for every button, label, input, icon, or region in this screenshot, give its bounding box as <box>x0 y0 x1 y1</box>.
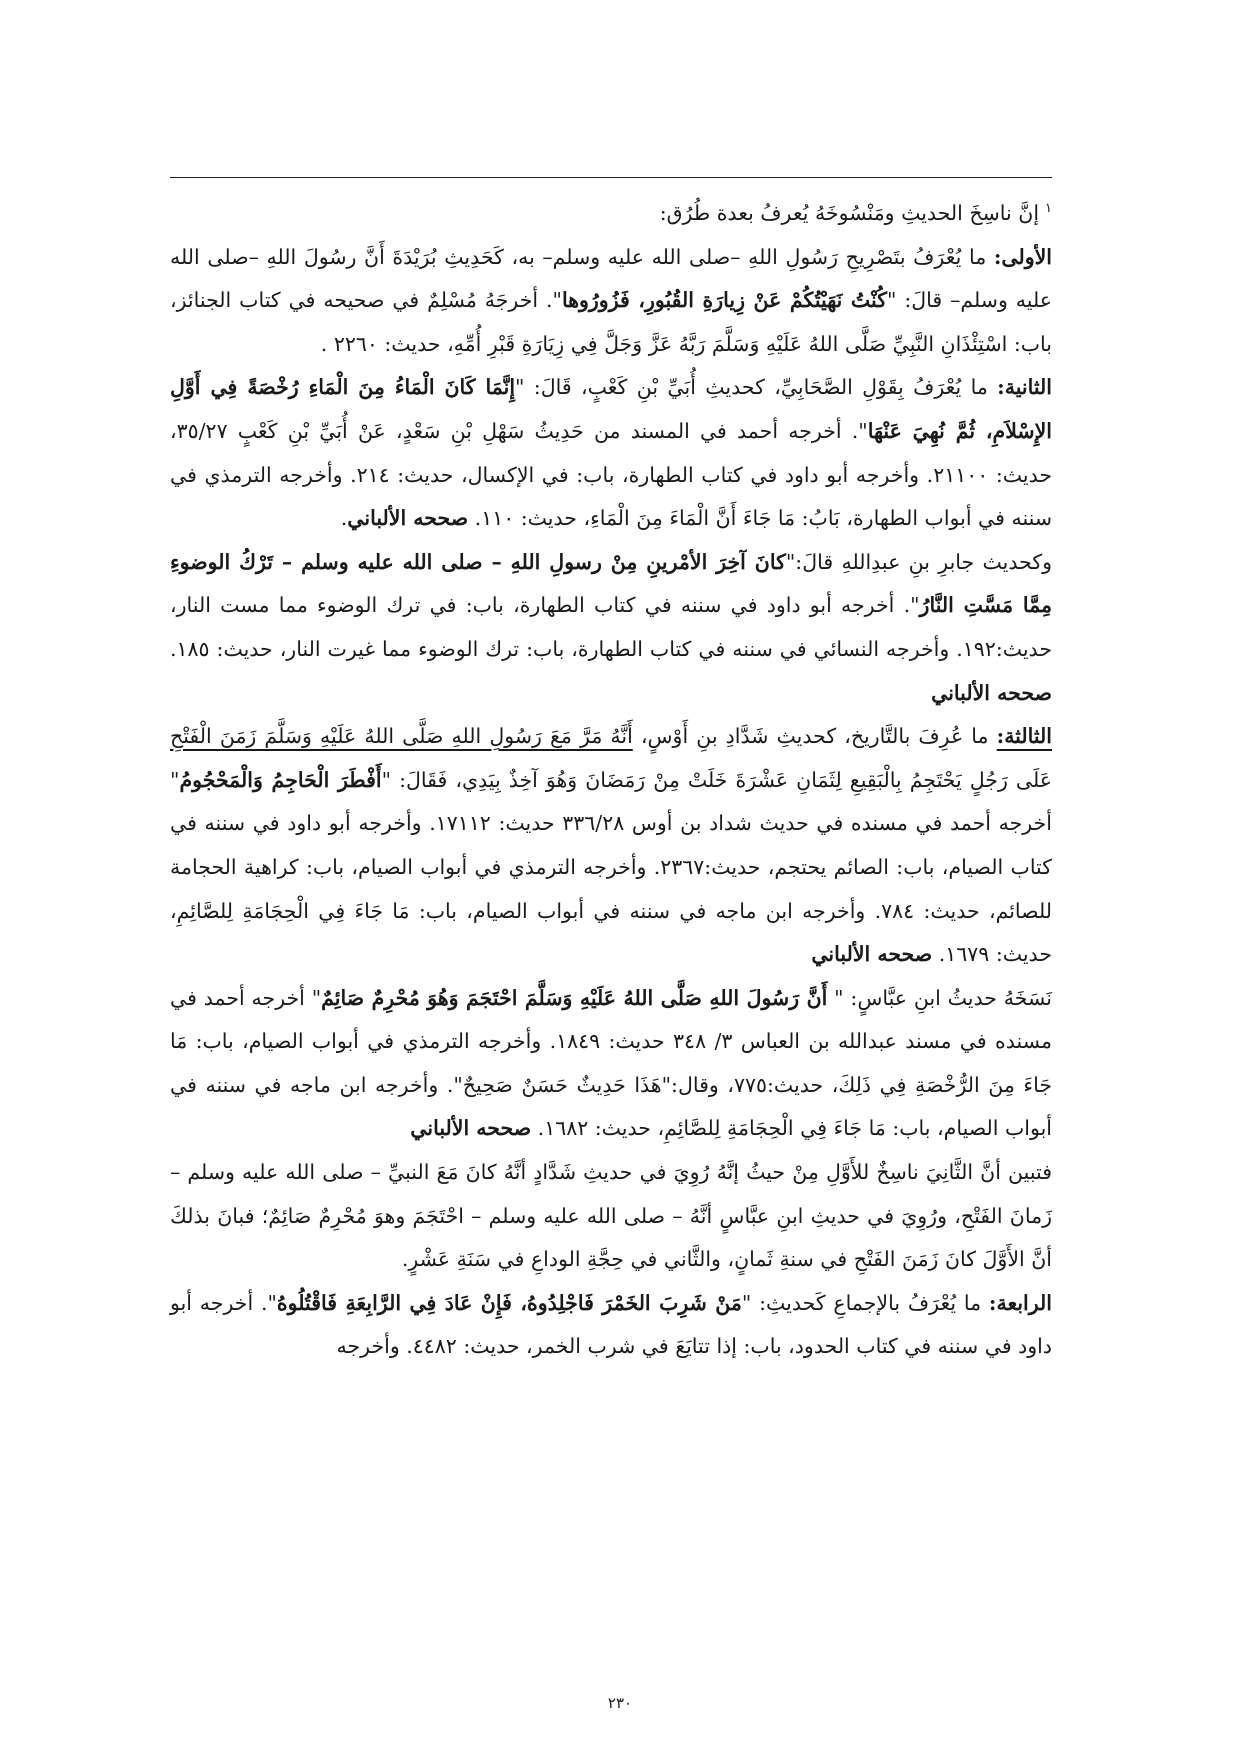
method-first: الأولى: ما يُعْرَفُ بتَصْرِيحِ رَسُولِ اللهِ –صلى الله عليه وسلم– به، كَحَدِيثِ بُرَيْدَةَ أَنَّ رسُولَ اللهِ –صلى الله عليه وسلم– قالَ: "كُنْتُ نَهَيْتُكُمْ عَنْ زِيارَةِ القُبُورِ، فَزُورُوها". أخرجَهُ مُسْلِمٌ في صحيحه في كتاب الجنائز، باب: اسْتِئْذَانِ النَّبِيِّ صَلَّى اللهُ عَلَيْهِ وَسَلَّمَ رَبَّهُ عَزَّ وَجَلَّ فِي زِيَارَةِ قَبْرِ أُمِّهِ، حديث: ٢٢٦٠ . <box>170 244 1052 356</box>
footnote-marker: ١ <box>1045 201 1052 217</box>
hadith-quote: أَنَّ رَسُولَ اللهِ صَلَّى اللهُ عَلَيْهِ وَسَلَّمَ احْتَجَمَ وَهُوَ مُحْرِمٌ صَائِمٌ <box>321 985 828 1010</box>
hadith-quote: مَنْ شَرِبَ الخَمْرَ فَاجْلِدُوهُ، فَإِنْ عَادَ فِي الرَّابِعَةِ فَاقْتُلُوهُ <box>276 1290 742 1315</box>
page-number: ٢٣٠ <box>607 1694 633 1712</box>
hadith-quote: كانَ آخِرَ الأمْرينِ مِنْ رسولِ اللهِ – صلى الله عليه وسلم – تَرْكُ الوضوءِ مِمَّا مَسَّتِ النَّارُ <box>170 549 1052 618</box>
grade-note: صححه الألباني <box>410 1116 532 1141</box>
grade-note: صححه الألباني <box>347 506 469 531</box>
grade-note: صححه الألباني <box>931 680 1052 705</box>
underlined-phrase: أَنَّهُ مَرَّ مَعَ رَسُولِ اللهِ صَلَّى اللهُ عَلَيْهِ وَسَلَّمَ زَمَنَ الْفَتْحِ <box>170 724 633 749</box>
method-third-conclusion: فتبين أنَّ الثَّانِيَ ناسِخٌ للأَوَّلِ مِنْ حيثُ إنَّهُ رُوِيَ في حديثِ شَدَّادٍ أنَّهُ كانَ مَعَ النبيِّ – صلى الله عليه وسلم – زَمانَ الفَتْحِ، ورُوِيَ في حديثِ ابنِ عبَّاسٍ أنَّهُ – صلى الله عليه وسلم – احْتَجَمَ وهوَ مُحْرِمٌ صَائِمٌ؛ فبانَ بذلكَ أنَّ الأَوَّلَ كانَ زَمَنَ الفَتْحِ في سنةِ ثَمانٍ، والثَّاني في حِجَّةِ الوداعِ في سَنَةِ عَشْرٍ. <box>170 1160 1052 1272</box>
footnote-separator <box>170 177 1052 178</box>
footnote-intro: $^١$إنَّ ناسِخَ الحديثِ ومَنْسُوخَهُ يُعرفُ بعدة طُرُق: <box>659 201 1052 225</box>
method-third-abrogation: نَسَخَهُ حديثُ ابنِ عبَّاسٍ: " أَنَّ رَسُولَ اللهِ صَلَّى اللهُ عَلَيْهِ وَسَلَّمَ احْتَجَمَ وَهُوَ مُحْرِمٌ صَائِمٌ" أخرجه أحمد في مسنده في مسند عبدالله بن العباس ٣/ ٣٤٨ حديث: ١٨٤٩. وأخرجه الترمذي في أبواب الصيام، باب: مَا جَاءَ مِنَ الرُّخْصَةِ فِي ذَلِكَ، حديث:٧٧٥، وقال:"هَذَا حَدِيثٌ حَسَنٌ صَحِيحٌ". وأخرجه ابن ماجه في سننه في أبواب الصيام، باب: مَا جَاءَ فِي الْحِجَامَةِ لِلصَّائِمِ، حديث: ١٦٨٢. صححه الألباني <box>170 985 1052 1141</box>
method-second-example: وكحديث جابرِ بنِ عبدِاللهِ قالَ:"كانَ آخِرَ الأمْرينِ مِنْ رسولِ اللهِ – صلى الله عليه وسلم – تَرْكُ الوضوءِ مِمَّا مَسَّتِ النَّارُ". أخرجه أبو داود في سننه في كتاب الطهارة، باب: في ترك الوضوء مما مست النار، حديث:١٩٢. وأخرجه النسائي في سننه في كتاب الطهارة، باب: ترك الوضوء مما غيرت النار، حديث: ١٨٥. صححه الألباني <box>170 549 1052 705</box>
method-third: الثالثة: ما عُرِفَ بالتَّاريخ، كحديثِ شَدَّادِ بنِ أَوْسٍ، أَنَّهُ مَرَّ مَعَ رَسُولِ اللهِ صَلَّى اللهُ عَلَيْهِ وَسَلَّمَ زَمَنَ الْفَتْحِ عَلَى رَجُلٍ يَحْتَجِمُ بِالْبَقِيعِ لِثَمَانِ عَشْرَةَ خَلَتْ مِنْ رَمَضَانَ وَهُوَ آخِذٌ بِيَدِي، فَقَالَ: "أَفْطَرَ الْحَاجِمُ وَالْمَحْجُومُ" أخرجه أحمد في مسنده في حديث شداد بن أوس ٣٣٦/٢٨ حديث: ١٧١١٢. وأخرجه أبو داود في سننه في كتاب الصيام، باب: الصائم يحتجم، حديث:٢٣٦٧. وأخرجه الترمذي في أبواب الصيام، باب: كراهية الحجامة للصائم، حديث: ٧٨٤. وأخرجه ابن ماجه في سننه في أبواب الصيام، باب: مَا جَاءَ فِي الْحِجَامَةِ لِلصَّائِمِ، حديث: ١٦٧٩. صححه الألباني <box>170 724 1053 967</box>
grade-note: صححه الألباني <box>811 942 933 967</box>
hadith-quote: إِنَّمَا كَانَ الْمَاءُ مِنَ الْمَاءِ رُخْصَةً فِي أَوَّلِ الإِسْلاَمِ، ثُمَّ نُهِيَ عَنْهَا <box>170 375 1052 443</box>
method-label: الرابعة: <box>988 1290 1052 1315</box>
method-label: الثالثة: <box>996 724 1052 749</box>
footnote-body <box>170 192 1052 1369</box>
method-label: الثانية: <box>997 375 1052 400</box>
method-label: الأولى: <box>993 244 1052 269</box>
method-second: الثانية: ما يُعْرَفُ بِقَوْلِ الصَّحَابِيِّ، كحديثِ أُبَيِّ بْنِ كَعْبٍ، قَالَ: "إِنَّمَا كَانَ الْمَاءُ مِنَ الْمَاءِ رُخْصَةً فِي أَوَّلِ الإِسْلاَمِ، ثُمَّ نُهِيَ عَنْهَا". أخرجه أحمد في المسند من حَدِيثُ سَهْلِ بْنِ سَعْدٍ، عَنْ أُبَيِّ بْنِ كَعْبٍ ٣٥/٢٧، حديث: ٢١١٠٠. وأخرجه أبو داود في كتاب الطهارة، باب: في الإكسال، حديث: ٢١٤. وأخرجه الترمذي في سننه في أبواب الطهارة، بَابُ: مَا جَاءَ أَنَّ الْمَاءَ مِنَ الْمَاءِ، حديث: ١١٠. صححه الألباني. <box>170 375 1053 531</box>
hadith-quote: كُنْتُ نَهَيْتُكُمْ عَنْ زِيارَةِ القُبُورِ، فَزُورُوها <box>561 288 888 313</box>
hadith-quote: أَفْطَرَ الْحَاجِمُ وَالْمَحْجُومُ <box>179 767 382 792</box>
method-fourth: الرابعة: ما يُعْرَفُ بالإجماعِ كَحديثِ: "مَنْ شَرِبَ الخَمْرَ فَاجْلِدُوهُ، فَإِنْ عَادَ فِي الرَّابِعَةِ فَاقْتُلُوهُ". أخرجه أبو داود في سننه في كتاب الحدود، باب: إذا تتايَعَ في شرب الخمر، حديث: ٤٤٨٢. وأخرجه <box>170 1290 1052 1359</box>
